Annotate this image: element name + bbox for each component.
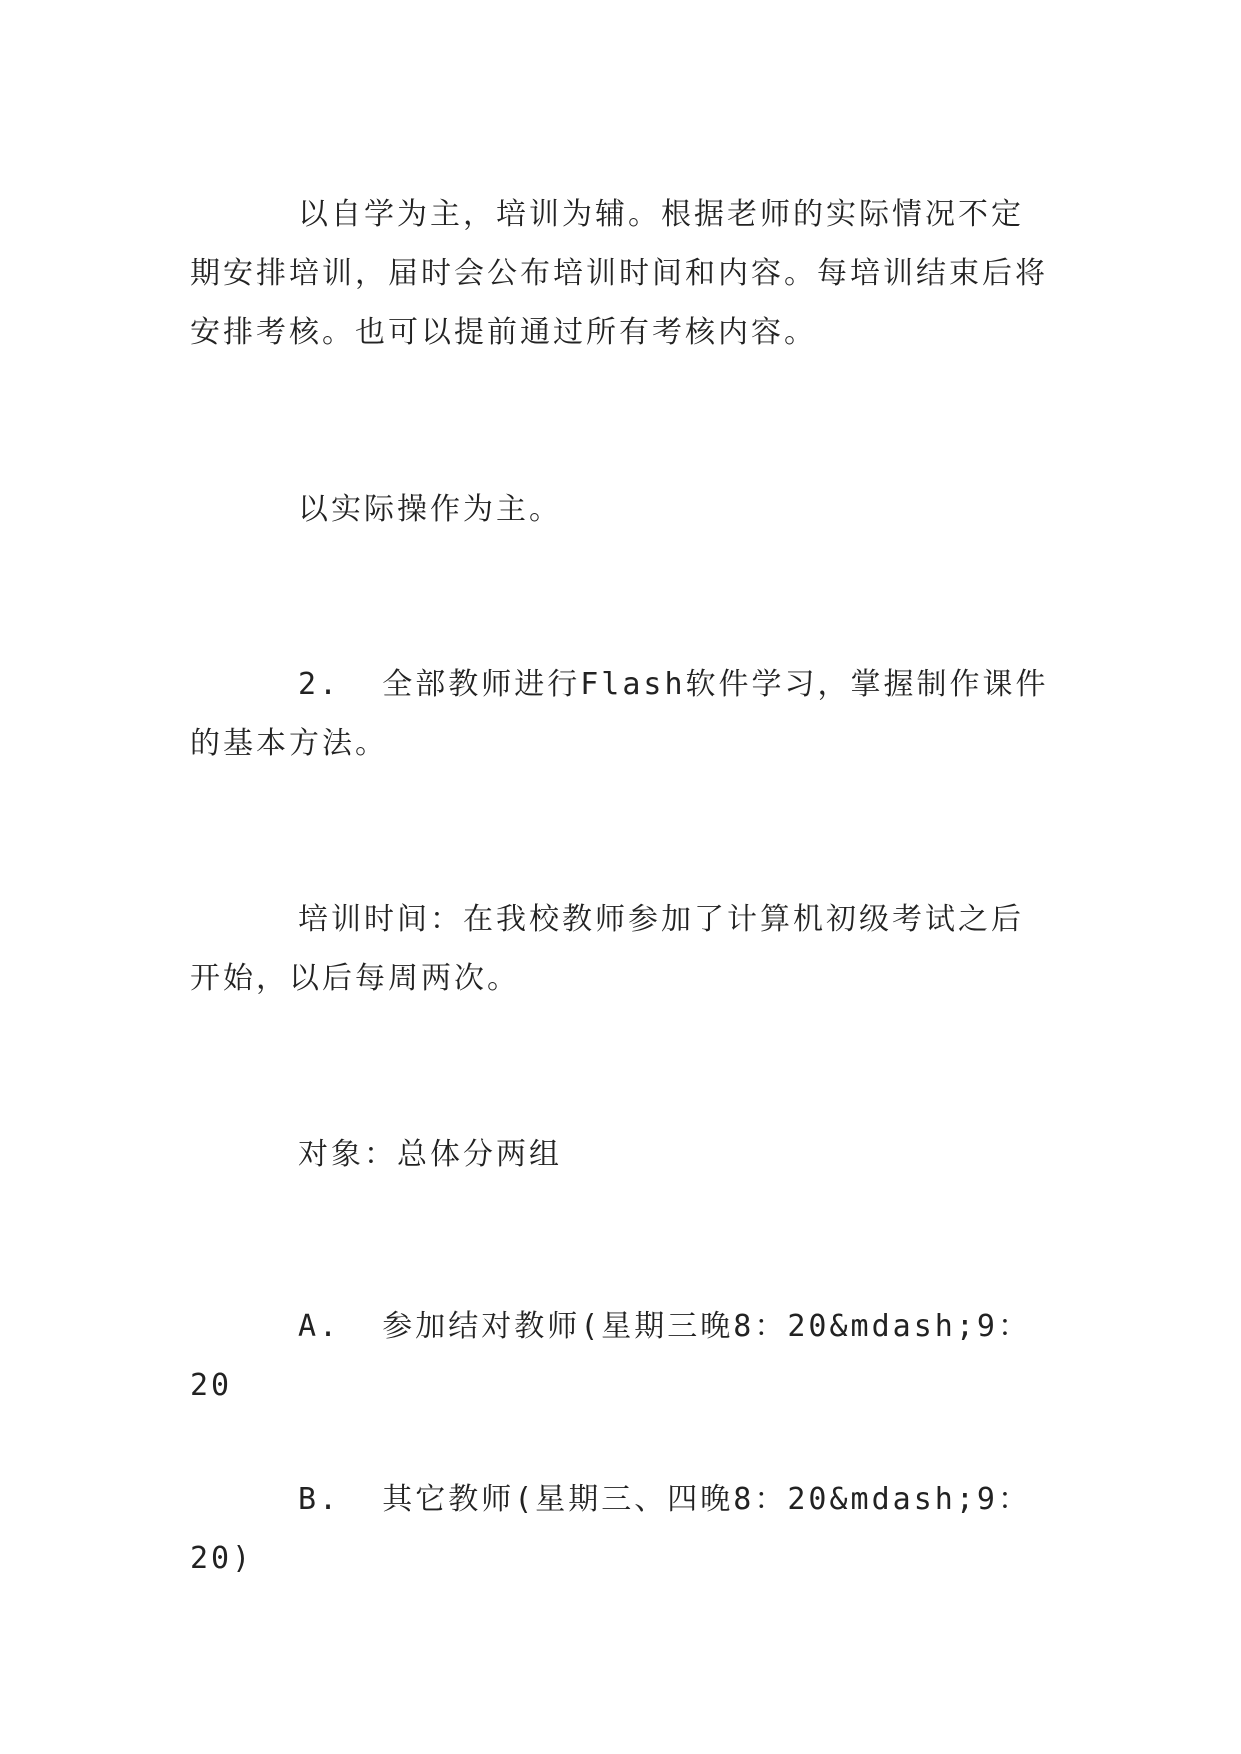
paragraph-training-method: 以自学为主，培训为辅。根据老师的实际情况不定期安排培训，届时会公布培训时间和内容。每培训结束后将安排考核。也可以提前通过所有考核内容。 [190,197,1048,350]
paragraph-flash-learning: 2. 全部教师进行Flash软件学习，掌握制作课件的基本方法。 [190,667,1049,761]
paragraph-group-b: B. 其它教师(星期三、四晚8：20&mdash;9：20) [190,1482,1031,1576]
paragraph-target-groups: 对象：总体分两组 [298,1137,562,1172]
paragraph-practice-focus: 以实际操作为主。 [298,492,562,527]
paragraph-group-a: A. 参加结对教师(星期三晚8：20&mdash;9：20 [190,1309,1031,1403]
paragraph-training-time: 培训时间：在我校教师参加了计算机初级考试之后开始，以后每周两次。 [190,902,1024,996]
